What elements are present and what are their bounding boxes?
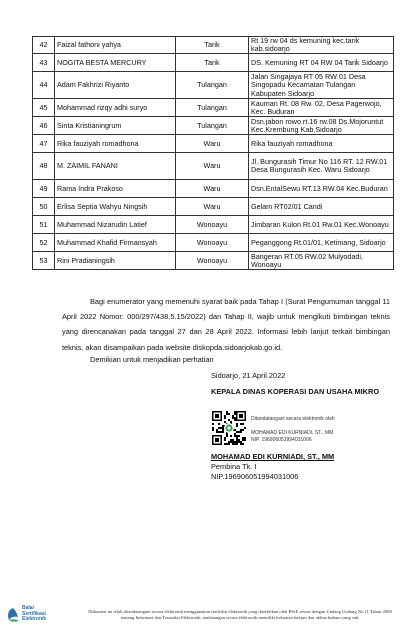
- row-alamat: Rika fauziyah romadhona: [249, 135, 394, 153]
- row-number: 52: [33, 234, 55, 252]
- row-number: 49: [33, 180, 55, 198]
- bsre-logo-icon: [6, 607, 20, 623]
- row-name: Rini Pradianingsih: [55, 252, 176, 270]
- row-number: 45: [33, 99, 55, 117]
- paragraph-closing: Demikian untuk menjadikan perhatian: [90, 355, 214, 364]
- table-row: [33, 180, 394, 198]
- row-number: 43: [33, 54, 55, 72]
- table-row: [33, 234, 394, 252]
- row-name: Rama Indra Prakoso: [55, 180, 176, 198]
- row-number: 48: [33, 153, 55, 180]
- row-alamat: Jl. Bungurasih Timur No 116 RT. 12 RW.01 Desa Bungurasih Kec. Waru Sidoarjo: [249, 153, 394, 180]
- row-kecamatan: Tulangan: [176, 99, 249, 117]
- row-alamat: Dsn.jabon rowo rt.16 rw.08 Ds.Mojoruntut Kec.Krembung Kab.Sidoarjo: [249, 117, 394, 135]
- row-kecamatan: Waru: [176, 153, 249, 180]
- row-alamat: DS. Kemuning RT 04 RW 04 Tarik Sidoarjo: [249, 54, 394, 72]
- signature-title: KEPALA DINAS KOPERASI DAN USAHA MIKRO: [211, 387, 380, 396]
- row-name: Adam Fakhrizi Riyanto: [55, 72, 176, 99]
- row-name: Muhammad Nizarudin Latief: [55, 216, 176, 234]
- table-row: [33, 252, 394, 270]
- table-row: [33, 198, 394, 216]
- table-row: [33, 54, 394, 72]
- row-number: 51: [33, 216, 55, 234]
- row-alamat: Gelam RT02/01 Candi: [249, 198, 394, 216]
- row-name: Faizal fathoni yahya: [55, 37, 176, 54]
- footer-note: Dokumen ini telah ditandatangani secara elektronik menggunakan sertifikat elektronik yang diterbitkan oleh BSrE sesuai dengan Undang Undang No 11 Tahun 2008 tentang Informasi dan Transaksi Elektronik, tandatangan secara elektronik memiliki kekuatan hukum dan akibat hukum yang sah.: [88, 609, 392, 620]
- row-number: 44: [33, 72, 55, 99]
- row-kecamatan: Tulangan: [176, 117, 249, 135]
- signature-date: Sidoarjo, 21 April 2022: [211, 371, 286, 380]
- row-alamat: Kauman Rt. 08 Rw. 02, Desa Pagerwojo, Kec. Buduran: [249, 99, 394, 117]
- table-row: [33, 37, 394, 54]
- row-alamat: Peganggong Rt.01/01, Ketimang, Sidoarjo: [249, 234, 394, 252]
- row-kecamatan: Tulangan: [176, 72, 249, 99]
- signatory-rank: Pembina Tk. I: [211, 462, 257, 471]
- table-row: [33, 135, 394, 153]
- row-kecamatan: Tarik: [176, 54, 249, 72]
- row-number: 46: [33, 117, 55, 135]
- bsre-logo: [6, 606, 66, 630]
- row-name: Sinta Kristianingrum: [55, 117, 176, 135]
- row-kecamatan: Tarik: [176, 37, 249, 54]
- esign-nip: NIP. 196906051994031006: [251, 437, 312, 443]
- row-name: Mohammad rizqy adhi suryo: [55, 99, 176, 117]
- table-row: [33, 99, 394, 117]
- row-kecamatan: Waru: [176, 135, 249, 153]
- table-row: [33, 72, 394, 99]
- row-alamat: Bangeran RT.05 RW.02 Mulyodadi, Wonoayu: [249, 252, 394, 270]
- row-alamat: Rt 19 rw 04 ds kemuning kec.tarik kab.sidoarjo: [249, 37, 394, 54]
- row-number: 42: [33, 37, 55, 54]
- row-number: 50: [33, 198, 55, 216]
- logo-text-1: Balai: [22, 605, 34, 611]
- table-row: [33, 153, 394, 180]
- paragraph-bimbingan-teknis: Bagi enumerator yang memenuhi syarat baik pada Tahap I (Surat Pengumuman tanggal 11 April 2022 Nomor: 000/297/438.5.15/2022) dan Tahap II, wajib untuk mengikuti bimbingan teknis yang direncanakan pada tanggal 27 dan 28 April 2022. Informasi lebih lanjut terkait bimbingan teknis, akan disampaikan pada website diskopda.sidoarjokab.go.id.: [62, 297, 390, 352]
- row-alamat: Dsn.EntalSewu RT.13 RW.04 Kec.Buduran: [249, 180, 394, 198]
- row-alamat: Jimbaran Kulon Rt.01 Rw.01 Kec.Wonoayu: [249, 216, 394, 234]
- row-kecamatan: Waru: [176, 198, 249, 216]
- logo-text-2: Sertifikasi: [22, 610, 46, 617]
- row-kecamatan: Wonoayu: [176, 234, 249, 252]
- row-name: Muhammad Khafid Firmansyah: [55, 234, 176, 252]
- row-name: Rika fauziyah romadhona: [55, 135, 176, 153]
- row-alamat: Jalan Singajaya RT 05 RW 01 Desa Singopadu Kecamatan Tulangan Kabupaten Sidoarjo: [249, 72, 394, 99]
- row-kecamatan: Wonoayu: [176, 252, 249, 270]
- row-name: NOGITA BESTA MERCURY: [55, 54, 176, 72]
- table-row: [33, 117, 394, 135]
- logo-text-3: Elektronik: [22, 616, 47, 623]
- enumerator-table: [32, 36, 394, 270]
- row-name: Erlisa Septia Wahyu Ningsih: [55, 198, 176, 216]
- row-kecamatan: Waru: [176, 180, 249, 198]
- signatory-nip: NIP.196906051994031006: [211, 472, 299, 481]
- table-row: [33, 216, 394, 234]
- signatory-name: MOHAMAD EDI KURNIADI, ST., MM: [211, 452, 335, 461]
- row-number: 53: [33, 252, 55, 270]
- esign-info: [251, 416, 335, 444]
- row-kecamatan: Wonoayu: [176, 216, 249, 234]
- row-number: 47: [33, 135, 55, 153]
- row-name: M. ZAIMIL FANANI: [55, 153, 176, 180]
- qr-code-icon: [211, 410, 247, 446]
- esign-line: Ditandatangani secara elektronik oleh: [251, 416, 335, 422]
- esign-name: MOHAMAD EDI KURNIADI, ST., MM: [251, 430, 334, 436]
